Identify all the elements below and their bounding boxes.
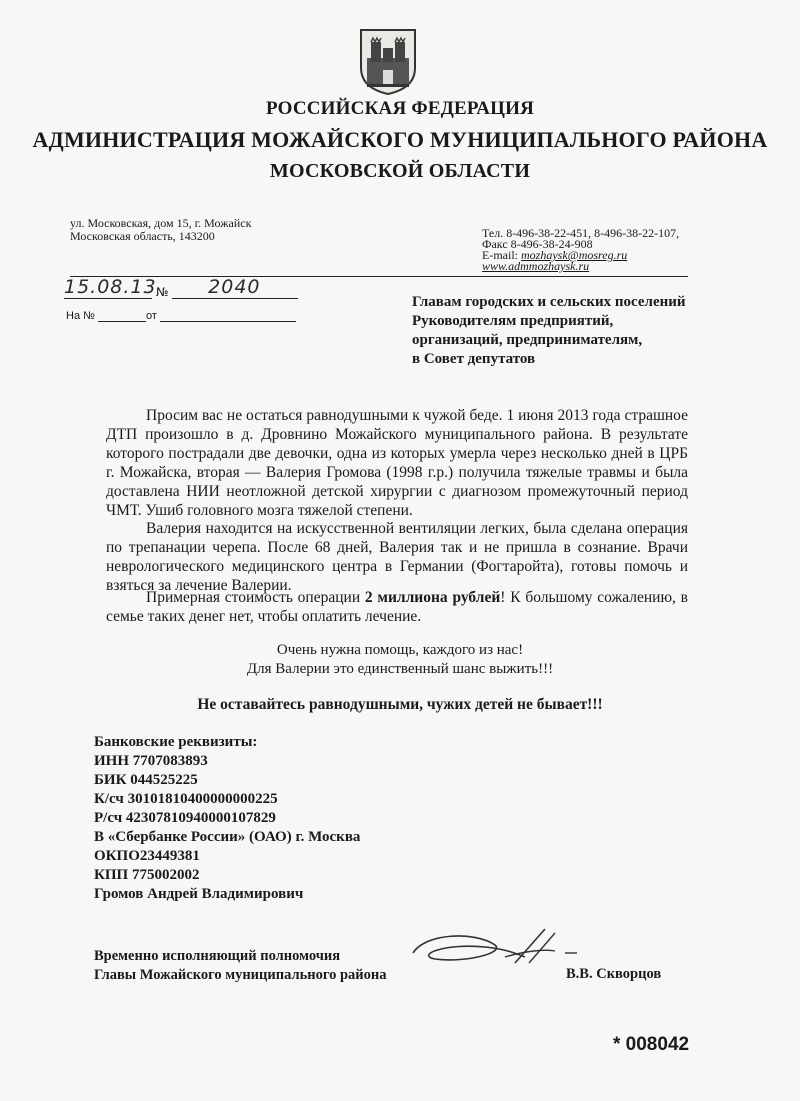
email-label: E-mail: bbox=[482, 248, 521, 262]
contact-block bbox=[482, 228, 679, 272]
region-heading: МОСКОВСКОЙ ОБЛАСТИ bbox=[269, 160, 531, 182]
bank-details bbox=[94, 733, 360, 904]
contact-tel: Тел. 8-496-38-22-451, 8-496-38-22-107, bbox=[482, 226, 680, 240]
recipient-line: в Совет депутатов bbox=[412, 351, 536, 367]
slogan: Не оставайтесь равнодушными, чужих детей не бывает!!! bbox=[197, 696, 603, 713]
appeal-lines bbox=[0, 641, 800, 679]
appeal-line-2: Для Валерии это единственный шанс выжить!!! bbox=[246, 661, 554, 677]
coat-of-arms-icon bbox=[357, 28, 419, 96]
bank-title: Банковские реквизиты: bbox=[94, 734, 258, 750]
recipient-line: организаций, предпринимателям, bbox=[412, 332, 643, 348]
bank-kpp: КПП 775002002 bbox=[94, 867, 200, 883]
serial-number: * 008042 bbox=[613, 1034, 690, 1055]
handwritten-signature bbox=[405, 923, 585, 983]
number-field bbox=[172, 276, 298, 299]
reference-line bbox=[66, 310, 296, 322]
registration-date: 15.08.13 bbox=[64, 276, 157, 298]
bank-bik: БИК 044525225 bbox=[94, 772, 198, 788]
country-heading: РОССИЙСКАЯ ФЕДЕРАЦИЯ bbox=[265, 98, 535, 119]
bank-recipient: Громов Андрей Владимирович bbox=[94, 886, 304, 902]
address-street: ул. Московская, дом 15, г. Можайск bbox=[70, 216, 252, 230]
ref-label: На № bbox=[66, 310, 95, 322]
date-field bbox=[64, 276, 157, 299]
appeal-line-1: Очень нужна помощь, каждого из нас! bbox=[276, 642, 524, 658]
role-line-2: Главы Можайского муниципального района bbox=[94, 967, 387, 983]
contact-fax: Факс 8-496-38-24-908 bbox=[482, 237, 593, 251]
paragraph-1: Просим вас не остаться равнодушными к чужой беде. 1 июня 2013 года страшное ДТП произошло в д. Дровнино Можайского муниципального района. В результате которого пострадали две девочки, одна из которых умерла через несколько дней в ЦРБ г. Можайска, вторая — Валерия Громова (1998 г.р.) получила тяжелые травмы и была доставлена НИИ неотложной детской хирургии с диагнозом промежуточный период ЧМТ. Ушиб головного мозга тяжелой степени. bbox=[106, 407, 688, 519]
ref-date-field bbox=[160, 321, 296, 322]
signatory-role bbox=[94, 947, 387, 985]
bank-okpo: ОКПО23449381 bbox=[94, 848, 200, 864]
ref-number-field bbox=[98, 321, 146, 322]
email-link[interactable]: mozhaysk@mosreg.ru bbox=[521, 248, 628, 262]
bank-name: В «Сбербанке России» (ОАО) г. Москва bbox=[94, 829, 361, 845]
administration-heading: АДМИНИСТРАЦИЯ МОЖАЙСКОГО МУНИЦИПАЛЬНОГО РАЙОНА bbox=[32, 127, 768, 152]
postal-address bbox=[70, 217, 251, 243]
bank-corr-account: К/сч 30101810400000000225 bbox=[94, 791, 278, 807]
bank-account: Р/сч 42307810940000107829 bbox=[94, 810, 276, 826]
bank-inn: ИНН 7707083893 bbox=[94, 753, 208, 769]
number-label: № bbox=[155, 285, 169, 299]
recipient-line: Главам городских и сельских поселений bbox=[412, 294, 686, 310]
recipient-line: Руководителям предприятий, bbox=[412, 313, 614, 329]
recipients-block bbox=[412, 293, 686, 369]
registration-number: 2040 bbox=[208, 276, 261, 298]
signatory-name: В.В. Скворцов bbox=[566, 966, 662, 982]
amount-bold: 2 миллиона рублей bbox=[364, 589, 501, 606]
ref-from-label: от bbox=[145, 310, 157, 322]
role-line-1: Временно исполняющий полномочия bbox=[94, 948, 341, 964]
paragraph-2: Валерия находится на искусственной вентиляции легких, была сделана операция по трепанации черепа. После 68 дней, Валерия так и не пришла в сознание. Врачи неврологического медицинского центра в Германии (Фогтаройта), готовы помочь и взяться за лечение Валерии. bbox=[106, 520, 688, 594]
registration-line bbox=[64, 276, 298, 299]
address-region: Московская область, 143200 bbox=[70, 229, 215, 243]
website-link[interactable]: www.admmozhaysk.ru bbox=[482, 259, 590, 273]
paragraph-3: Примерная стоимость операции 2 миллиона рублей! К большому сожалению, в семье таких денег нет, чтобы оплатить лечение. bbox=[106, 589, 688, 625]
